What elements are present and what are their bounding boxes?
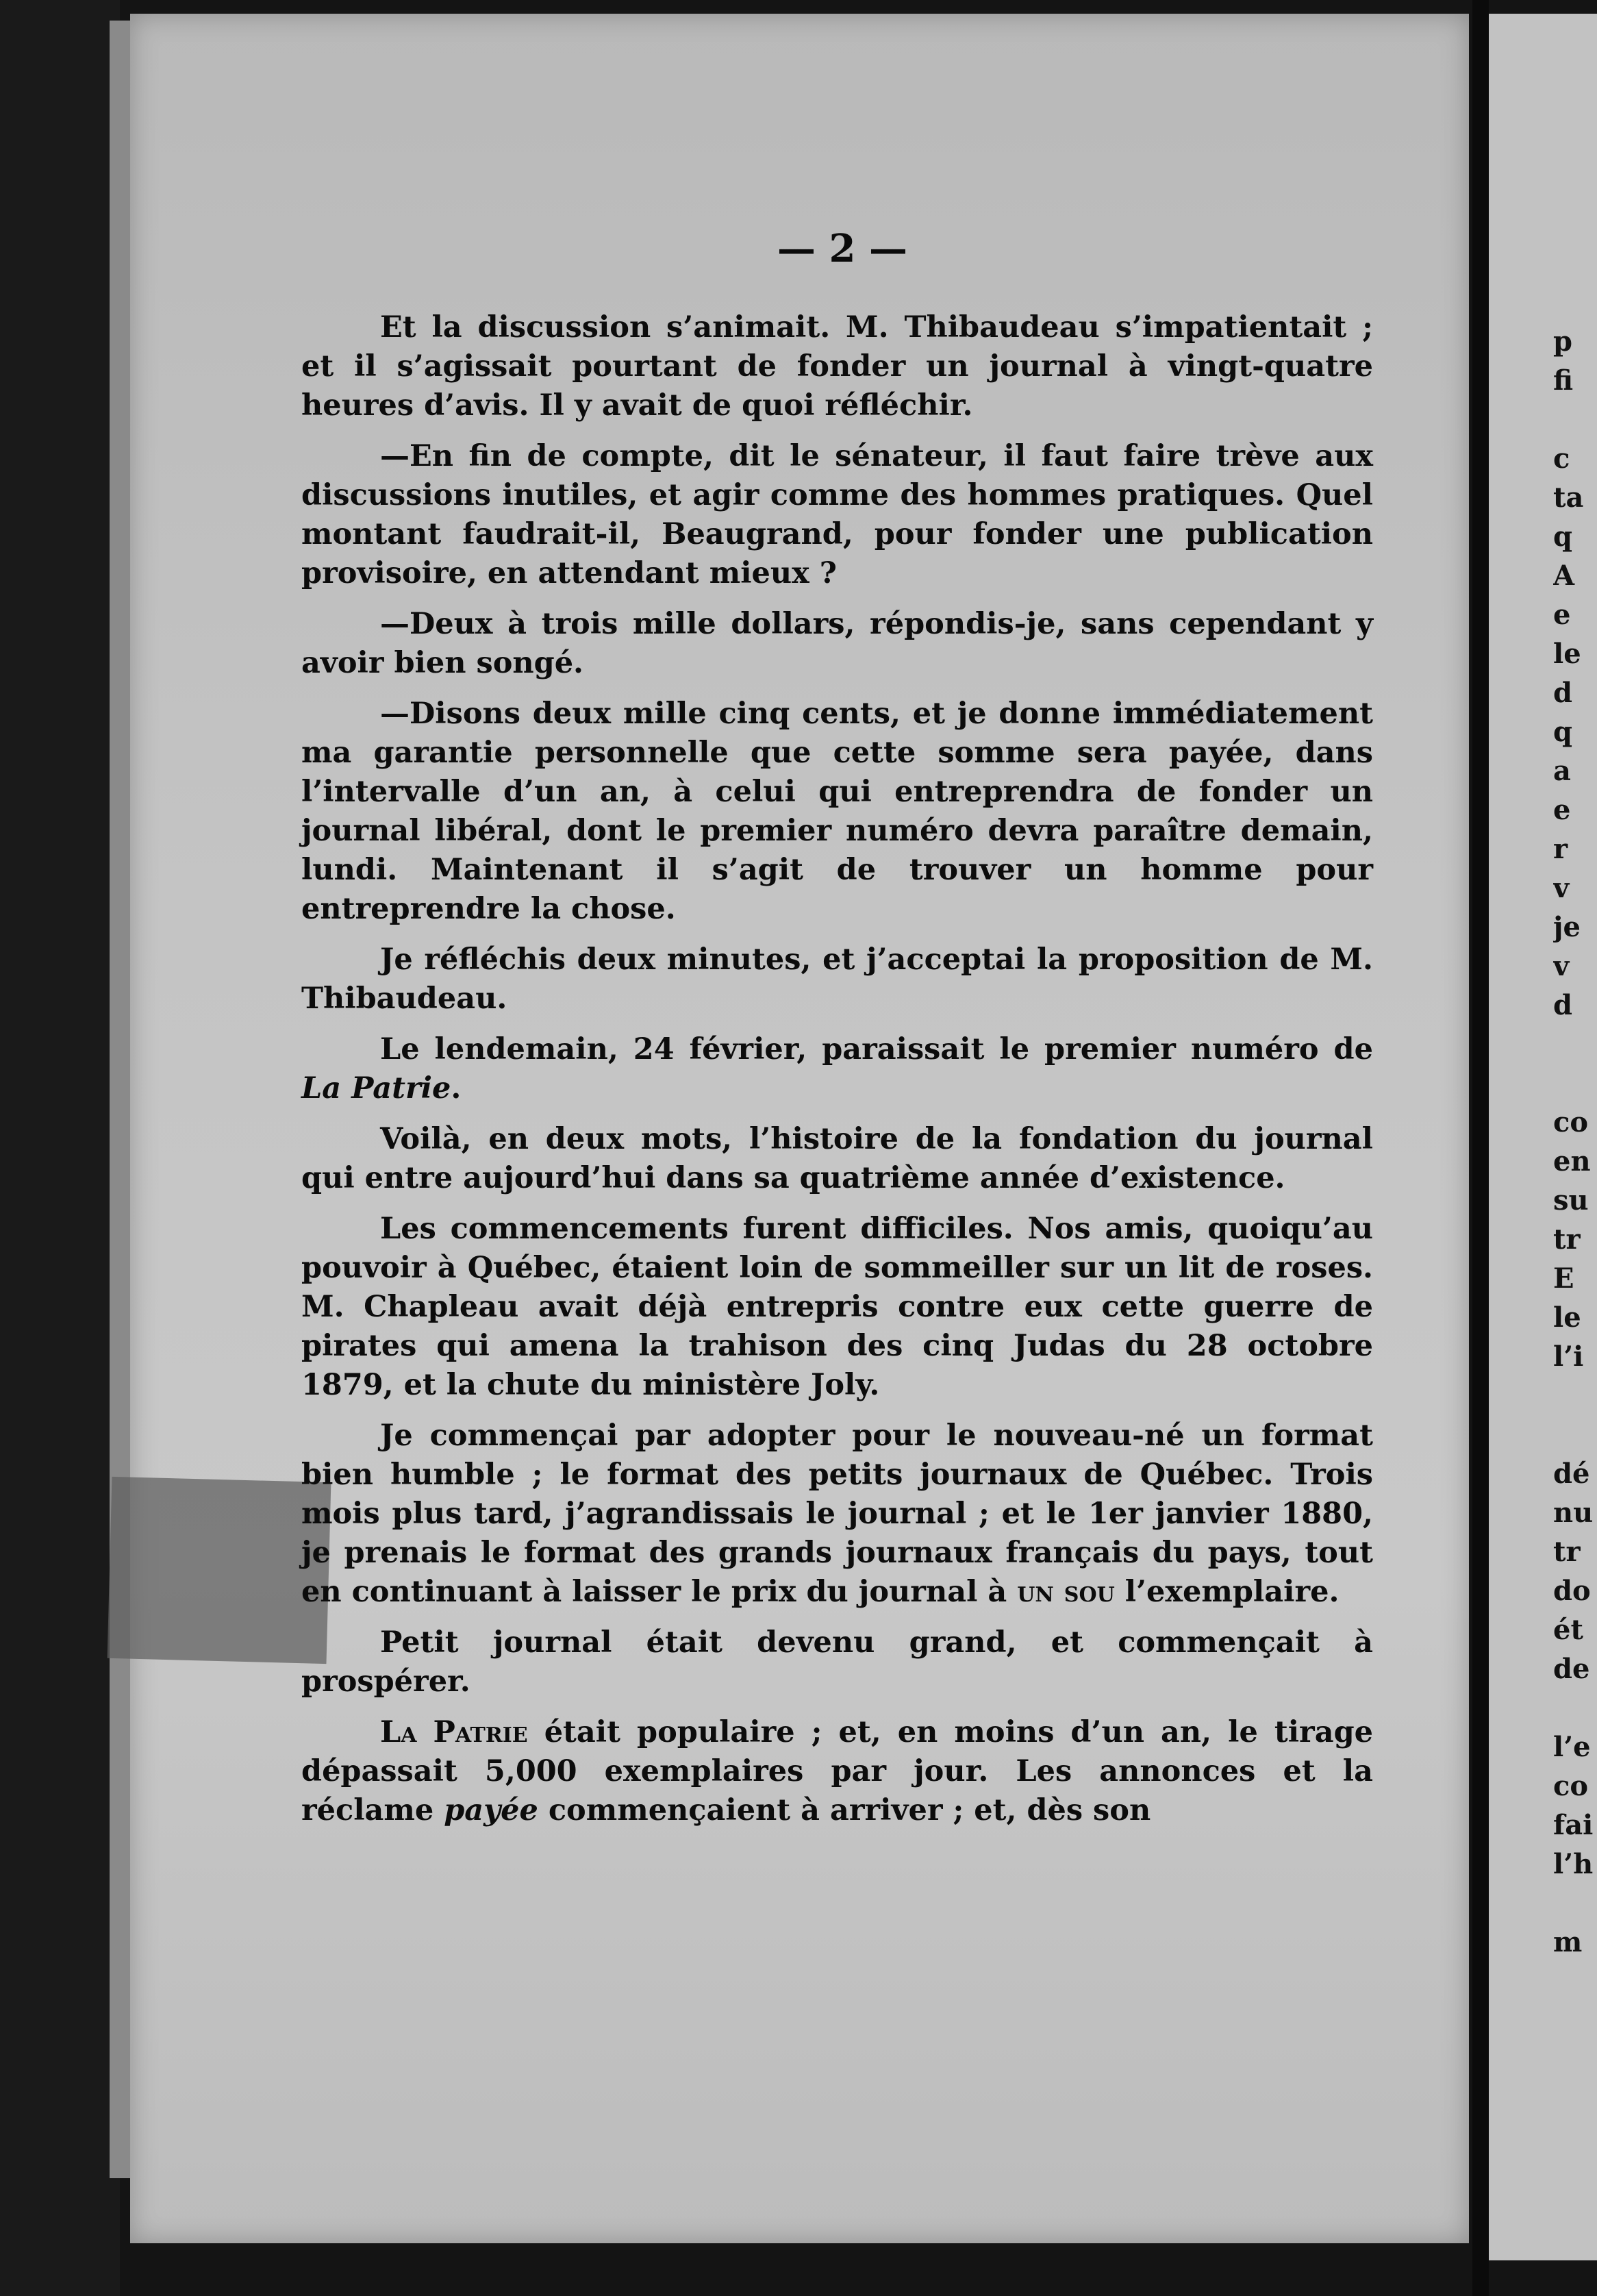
facing-page-fragment: fai [1553,1809,1594,1841]
paragraph-11-end: commençaient à arriver ; et, dès son [538,1793,1151,1827]
facing-page-fragment [1553,1884,1597,1923]
facing-page-fragment [1553,1415,1597,1454]
facing-page-fragment: r [1553,833,1568,865]
facing-page-fragment: d [1553,677,1572,709]
facing-page-fragment: a [1553,755,1571,787]
facing-page-fragment: v [1553,950,1570,982]
facing-page-fragment: tr [1553,1223,1581,1256]
facing-page-fragment: l’h [1553,1848,1594,1880]
facing-page-fragment: tr [1553,1536,1581,1568]
facing-page-fragment: c [1553,442,1570,475]
facing-page-fragment: l’e [1553,1731,1591,1763]
facing-page-fragment: v [1553,872,1570,904]
newspaper-name-caps: La Patrie [380,1715,528,1749]
facing-page-fragment: fi [1553,364,1574,397]
paid-italic: payée [444,1793,538,1827]
facing-page-fragment [1553,400,1597,439]
facing-page-fragment [1553,1688,1597,1727]
facing-page-fragment: le [1553,638,1581,670]
body-text [301,308,1373,1842]
paragraph-4: —Disons deux mille cinq cents, et je donne immédiatement ma garantie personnelle que cette somme sera payée, dans l’intervalle d’un an, à celui qui entreprendra de fonder un journal libéral, dont le premier numéro devra paraître demain, lundi. Maintenant il s’agit de trouver un homme pour entreprendre la chose. [301,697,1373,926]
facing-page-fragment: en [1553,1145,1591,1177]
paragraph-1: Et la discussion s’animait. M. Thibaudeau s’impatientait ; et il s’agissait pourtant de fonder un journal à vingt-quatre heures d’avis. Il y avait de quoi réfléchir. [301,310,1373,423]
facing-page-fragment: e [1553,794,1571,826]
facing-page-fragment: d [1553,989,1572,1021]
facing-page-fragment: p [1553,325,1572,358]
facing-page-fragment: q [1553,716,1572,748]
facing-page-fragment [1553,1025,1597,1064]
facing-page-fragment: l’i [1553,1340,1584,1373]
tape-mark [108,1477,331,1664]
paragraph-9-end: l’exemplaire. [1114,1575,1340,1609]
gutter-shadow [1472,0,1489,2296]
facing-page-fragment: co [1553,1106,1589,1138]
facing-page-fragment [1553,1064,1597,1103]
price-caps: un sou [1017,1575,1115,1609]
paragraph-5: Je réfléchis deux minutes, et j’acceptai la proposition de M. Thibaudeau. [301,943,1373,1016]
newspaper-title: La Patrie [301,1071,451,1106]
paragraph-3: —Deux à trois mille dollars, répondis-je, sans cependant y avoir bien songé. [301,607,1373,680]
facing-page-fragment: m [1553,1926,1583,1958]
facing-page-fragment: ét [1553,1614,1583,1646]
paragraph-6-end: . [451,1071,462,1106]
facing-page-fragment: nu [1553,1497,1594,1529]
paragraph-9 [301,1417,1373,1612]
paragraph-10: Petit journal était devenu grand, et commençait à prospérer. [301,1625,1373,1699]
page-number: — 2 — [777,226,907,271]
left-margin-shadow [0,0,120,2296]
facing-page-fragment: co [1553,1770,1589,1802]
paragraph-9-text: Je commençai par adopter pour le nouveau-né un format bien humble ; le format des petits journaux de Québec. Trois mois plus tard, j’agrandissais le journal ; et le 1er janvier 1880, je prenais le format des grands journaux français du pays, tout en continuant à laisser le prix du journal à [301,1419,1373,1609]
paragraph-11 [301,1713,1373,1830]
facing-page-fragment: q [1553,521,1572,553]
facing-page-fragment [1553,1376,1597,1415]
paragraph-2: —En fin de compte, dit le sénateur, il faut faire trève aux discussions inutiles, et agir comme des hommes pratiques. Quel montant faudrait-il, Beaugrand, pour fonder une publication provisoire, en attendant mieux ? [301,439,1373,590]
facing-page-fragment: do [1553,1575,1591,1607]
binding-strip [110,21,133,2178]
facing-page-fragment: je [1553,911,1581,943]
facing-page-fragment: ta [1553,482,1584,514]
facing-page-fragment: dé [1553,1458,1590,1490]
paragraph-6 [301,1030,1373,1108]
facing-page-fragment: su [1553,1184,1589,1216]
paragraph-7: Voilà, en deux mots, l’histoire de la fondation du journal qui entre aujourd’hui dans sa quatrième année d’existence. [301,1122,1373,1195]
facing-page-fragment: de [1553,1653,1590,1685]
facing-page-fragment: A [1553,560,1575,592]
paragraph-11-text: était populaire ; et, en moins d’un an, le tirage dépassait 5,000 exemplaires par jour. Les annonces et la réclame [301,1715,1374,1827]
facing-page-fragment: e [1553,599,1571,631]
facing-page-text [1553,322,1597,1962]
facing-page-fragment: E [1553,1262,1574,1295]
paragraph-6-text: Le lendemain, 24 février, paraissait le premier numéro de [380,1032,1373,1066]
facing-page-fragment: le [1553,1301,1581,1334]
paragraph-8: Les commencements furent difficiles. Nos amis, quoiqu’au pouvoir à Québec, étaient loin de sommeiller sur un lit de roses. M. Chapleau avait déjà entrepris contre eux cette guerre de pirates qui amena la trahison des cinq Judas du 28 octobre 1879, et la chute du ministère Joly. [301,1212,1373,1402]
